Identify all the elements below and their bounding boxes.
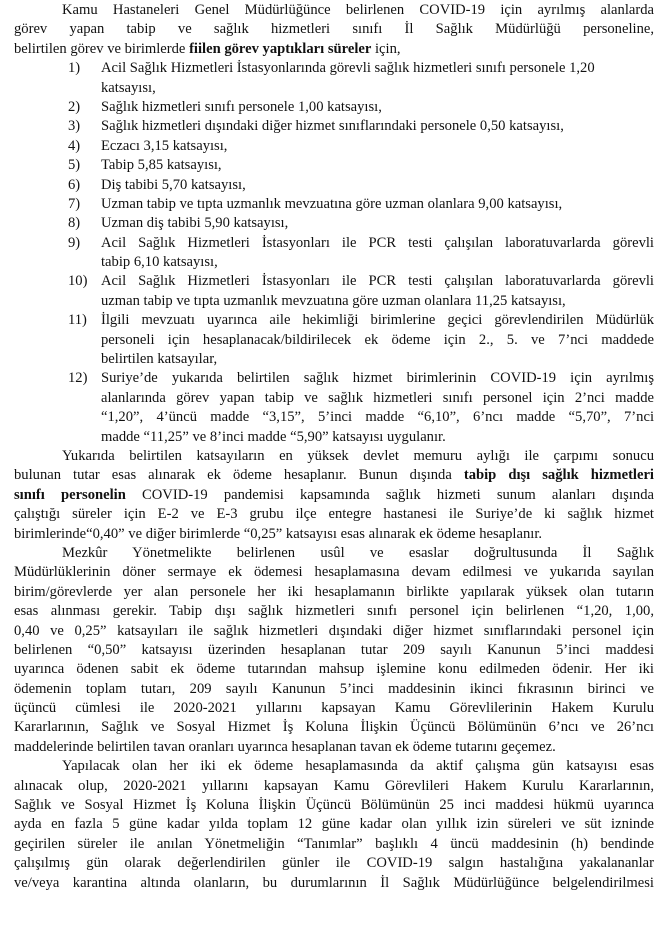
paragraph-line: [14, 486, 654, 505]
text-segment: Eczacı 3,15 katsayısı,: [101, 137, 228, 154]
list-item-text: [101, 195, 654, 214]
list-item-text: [101, 156, 654, 175]
text-segment: Mezkûr Yönetmelikte belirlenen usûl ve esaslar doğrultusunda İl Sağlık: [62, 544, 654, 561]
text-segment: bulunan tutar esas alınarak ek ödeme hesaplanır. Bunun dışında: [14, 467, 464, 484]
text-segment: üçüncü cümlesi ile 2020-2021 yıllarını kapsayan Kamu Görevlilerinin Hakem Kurulu: [14, 700, 654, 717]
text-segment: Kararlarının, Sağlık ve Sosyal Hizmet İş Koluna İlişkin Üçüncü Bölümünün 6’ncı ve 26’ncı: [14, 719, 654, 736]
list-item: [14, 234, 654, 253]
text-segment: ve/veya karantina altında olanların, bu durumlarının İl Sağlık Müdürlüğünce belgelendirilmesi: [14, 874, 654, 891]
text-segment: Uzman tabip ve tıpta uzmanlık mevzuatına göre uzman olanlara 9,00 katsayısı,: [101, 195, 563, 212]
text-segment: geçirilen süreler ile anılan Yönetmeliğin “Tanımlar” başlıklı 4 üncü maddesinin (h) bendinde: [14, 835, 654, 852]
text-segment: uyarınca ödenen sabit ek ödeme tutarından mahsup işlemine konu edilmeden ödenir. Her iki: [14, 661, 654, 678]
list-item-continuation: [14, 389, 654, 408]
text-segment: alınacak olup, 2020-2021 yıllarını kapsayan Kamu Görevlileri Hakem Kurulu Kararlarının,: [14, 777, 654, 794]
text-segment: Sağlık ve Sosyal Hizmet İş Koluna İlişkin Üçüncü Bölümünün 25 inci maddesi hükmü uyarınca: [14, 797, 654, 814]
list-item-number: 4): [68, 137, 81, 154]
text-segment: için,: [371, 40, 401, 57]
text-segment: “1,20”, 4’üncü madde “3,15”, 5’inci madde “6,10”, 6’ncı madde “5,70”, 7’nci: [101, 409, 654, 426]
text-segment: çalıştığı süreler için E-2 ve E-3 grubu ilçe entegre hastanesi ile Suriye’de ki sağlık hizmet: [14, 506, 654, 523]
text-segment: Acil Sağlık Hizmetleri İstasyonları ile PCR testi çalışılan laboratuvarlarda görevli: [101, 273, 654, 290]
text-segment: Acil Sağlık Hizmetleri İstasyonlarında görevli sağlık hizmetleri sınıfı personele 1,20: [101, 60, 595, 77]
text-segment: COVID-19 pandemisi kapsamında sağlık hizmeti sunum alanları dışında: [125, 486, 654, 503]
list-item-number: 9): [68, 234, 81, 251]
text-segment: İlgili mevzuatı uyarınca aile hekimliği birimlerine geçici görevlendirilen Müdürlük: [101, 312, 654, 329]
text-segment: görev yapan tabip ve sağlık hizmetleri sınıfı İl Sağlık Müdürlüğü personeline,: [14, 21, 654, 38]
paragraph-line: [14, 815, 654, 834]
list-item-number: 7): [68, 195, 81, 212]
list-item-number: 3): [68, 118, 81, 135]
text-segment: personeli için hesaplanacak/bildirilecek ek ödeme için 2., 5. ve 7’nci maddede: [101, 331, 654, 348]
paragraph-line: [14, 699, 654, 718]
text-segment: ayda en fazla 5 güne kadar yılda toplam 12 güne kadar olan yıllık izin süreleri ve süt izninde: [14, 816, 654, 833]
paragraph-line: [14, 835, 654, 854]
text-segment: Tabip 5,85 katsayısı,: [101, 157, 222, 174]
paragraph-line: [14, 505, 654, 524]
text-segment: Sağlık hizmetleri sınıfı personele 1,00 katsayısı,: [101, 98, 382, 115]
paragraph-first-line: [14, 1, 654, 20]
list-item: [14, 272, 654, 291]
list-item-text: [101, 176, 654, 195]
paragraph-line: [14, 525, 654, 544]
text-segment: 0,40 ve 0,25” katsayıları ile sağlık hizmetleri dışındaki diğer hizmet sınıflarındaki personel için: [14, 622, 654, 639]
paragraph-line: [14, 854, 654, 873]
text-segment: katsayısı,: [101, 79, 156, 96]
list-item-text: [101, 369, 654, 388]
list-item: [14, 311, 654, 330]
text-segment: belirtilen görev ve birimlerde: [14, 40, 190, 57]
list-item-continuation: [14, 331, 654, 350]
list-item-number: 11): [68, 312, 87, 329]
list-item-text: [101, 137, 654, 156]
bold-text-segment: sınıfı personelin: [14, 486, 126, 503]
paragraph-line: [14, 718, 654, 737]
list-item-number: 6): [68, 176, 81, 193]
list-item-number: 10): [68, 273, 88, 290]
paragraph-line: [14, 796, 654, 815]
text-segment: Acil Sağlık Hizmetleri İstasyonları ile PCR testi çalışılan laboratuvarlarda görevli: [101, 234, 654, 251]
text-segment: madde “11,25” ve 8’inci madde “5,90” katsayısı uygulanır.: [101, 428, 446, 445]
list-item-number: 5): [68, 157, 81, 174]
list-item-continuation: [14, 253, 654, 272]
list-item-continuation: [14, 408, 654, 427]
list-item: [14, 137, 654, 156]
text-segment: belirtilen katsayılar,: [101, 351, 218, 368]
text-segment: Kamu Hastaneleri Genel Müdürlüğünce belirlenen COVID-19 için ayrılmış alanlarda: [62, 2, 654, 18]
bold-text-segment: tabip dışı sağlık hizmetleri: [463, 467, 654, 484]
text-segment: maddelerinde belirtilen tavan oranları uyarınca hesaplanan tavan ek ödeme tutarını geçemez.: [14, 738, 556, 755]
list-item: [14, 98, 654, 117]
text-segment: Sağlık hizmetleri dışındaki diğer hizmet sınıflarındaki personele 0,50 katsayısı,: [101, 118, 564, 135]
text-segment: ödemenin toplam tutarı, 209 sayılı Kanunun 5’inci maddesinin ikinci fıkrasının birinci ve: [14, 680, 654, 697]
text-segment: tabip 6,10 katsayısı,: [101, 254, 218, 271]
text-segment: birimlerinde“0,40” ve diğer birimlerde “0,25” katsayısı esas alınarak ek ödeme hesaplanır.: [14, 525, 543, 542]
paragraph-line: [14, 583, 654, 602]
list-item-text: [101, 272, 654, 291]
paragraph-line: [14, 622, 654, 641]
text-segment: Yapılacak olan her iki ek ödeme hesaplamasında da aktif çalışma gün katsayısı esas: [62, 758, 654, 775]
list-item-text: [101, 98, 654, 117]
list-item: [14, 117, 654, 136]
paragraph-line: [14, 680, 654, 699]
list-item: [14, 369, 654, 388]
paragraph-line: [14, 660, 654, 679]
text-segment: çalışılmış gün olarak değerlendirilen günler ile COVID-19 salgın hastalığına yakalananlar: [14, 855, 654, 872]
paragraph-line: [14, 738, 654, 757]
paragraph-line: [14, 777, 654, 796]
text-segment: Müdürlüklerinin döner sermaye ek ödemesi hesaplamasına devam edilmesi ve yukarıda sayılan: [14, 564, 654, 581]
list-item: [14, 59, 654, 78]
paragraph-line: [14, 874, 654, 893]
list-item-continuation: [14, 79, 654, 98]
text-segment: Diş tabibi 5,70 katsayısı,: [101, 176, 246, 193]
list-item-text: [101, 311, 654, 330]
text-segment: esas alınması gerekir. Tabip dışı sağlık hizmetleri sınıfı personel için belirlenen “1,20, 1,00,: [14, 603, 654, 620]
text-segment: Uzman diş tabibi 5,90 katsayısı,: [101, 215, 289, 232]
paragraph-line: [14, 602, 654, 621]
text-segment: alanlarında görev yapan tabip ve sağlık hizmetleri sınıfı personel için 2’nci madde: [101, 389, 654, 406]
paragraph-first-line: [14, 447, 654, 466]
bold-text-segment: fiilen görev yaptıkları süreler: [189, 40, 372, 57]
list-item-continuation: [14, 428, 654, 447]
paragraph-line: [14, 563, 654, 582]
list-item-number: 1): [68, 60, 81, 77]
text-segment: birim/görevlerde yer alan personele her iki hesaplamanın birlikte yapılarak yüksek olan tutarın: [14, 583, 654, 600]
list-item-number: 12): [68, 370, 88, 387]
list-item: [14, 195, 654, 214]
paragraph-line: [14, 20, 654, 39]
paragraph-line: [14, 641, 654, 660]
list-item-text: [101, 214, 654, 233]
list-item-number: 8): [68, 215, 81, 232]
paragraph-line: [14, 466, 654, 485]
text-segment: uzman tabip ve tıpta uzmanlık mevzuatına göre uzman olanlara 11,25 katsayısı,: [101, 292, 566, 309]
list-item-text: [101, 234, 654, 253]
list-item-continuation: [14, 350, 654, 369]
text-segment: Suriye’de yukarıda belirtilen sağlık hizmet birimlerinin COVID-19 için ayrılmış: [101, 370, 654, 387]
paragraph-first-line: [14, 544, 654, 563]
paragraph-line: [14, 40, 654, 59]
text-segment: Yukarıda belirtilen katsayıların en yüksek devlet memuru aylığı ile çarpımı sonucu: [62, 447, 654, 464]
list-item: [14, 214, 654, 233]
list-item-continuation: [14, 292, 654, 311]
list-item: [14, 156, 654, 175]
list-item-number: 2): [68, 98, 81, 115]
paragraph-first-line: [14, 757, 654, 776]
list-item-text: [101, 59, 654, 78]
list-item: [14, 176, 654, 195]
text-segment: belirlenen “0,50” katsayısı üzerinden hesaplanan tutar 209 sayılı Kanunun 5’inci maddesi: [14, 641, 654, 658]
list-item-text: [101, 117, 654, 136]
